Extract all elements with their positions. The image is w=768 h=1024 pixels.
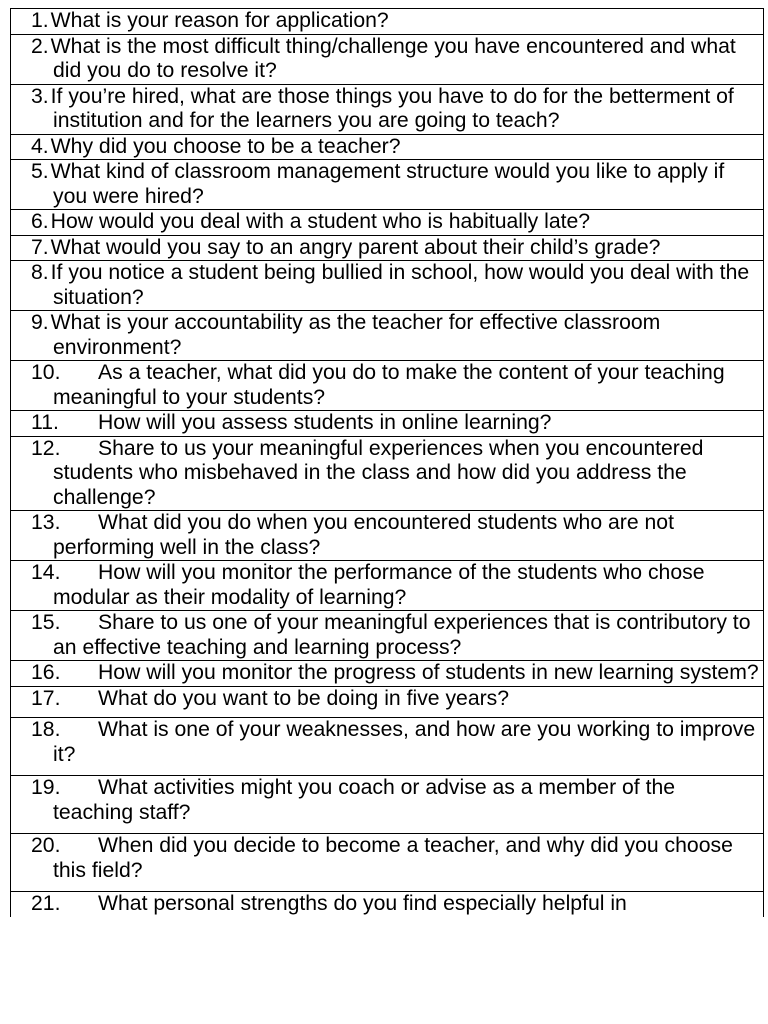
question-text: Share to us your meaningful experiences when you encountered students who misbehaved in the class and how did you address the challenge? [53,436,704,509]
question-cell [11,776,764,834]
question-cell [11,411,764,437]
table-row [11,9,764,35]
question-item [31,85,759,134]
table-row [11,84,764,134]
question-cell [11,311,764,361]
question-text: What is one of your weaknesses, and how are you working to improve it? [53,718,756,766]
table-row [11,661,764,687]
table-row [11,311,764,361]
table-row [11,561,764,611]
table-row [11,834,764,892]
table-row [11,776,764,834]
question-text: How would you deal with a student who is habitually late? [50,210,591,233]
question-number: 18. [31,718,61,741]
table-row [11,160,764,210]
table-row [11,34,764,84]
question-cell [11,34,764,84]
question-item [31,718,759,767]
question-text: What did you do when you encountered students who are not performing well in the class? [53,511,674,559]
question-cell [11,686,764,718]
question-number: 5. [31,160,49,183]
question-item [31,261,759,310]
question-text: As a teacher, what did you do to make the content of your teaching meaningful to your students? [53,361,725,409]
table-row [11,686,764,718]
question-item [31,892,759,917]
question-number: 21. [31,892,61,915]
table-row [11,411,764,437]
question-text: What activities might you coach or advise as a member of the teaching staff? [53,776,676,824]
question-item [31,361,759,410]
question-number: 12. [31,436,61,460]
question-text: What is the most difficult thing/challenge you have encountered and what did you do to resolve it? [50,34,736,82]
question-number: 4. [31,134,49,158]
question-cell [11,892,764,917]
table-row [11,235,764,261]
question-item [31,9,759,34]
question-number: 11. [31,411,59,434]
question-number: 2. [31,34,49,58]
question-number: 1. [31,9,49,32]
question-item [31,437,759,511]
question-cell [11,661,764,687]
question-item [31,311,759,360]
question-text: What kind of classroom management structure would you like to apply if you were hired? [50,160,725,208]
question-cell [11,511,764,561]
question-number: 9. [31,311,49,334]
question-cell [11,84,764,134]
question-item [31,35,759,84]
question-cell [11,834,764,892]
question-cell [11,718,764,776]
question-item [31,236,759,261]
question-item [31,160,759,209]
question-cell [11,261,764,311]
question-item [31,135,759,160]
question-item [31,511,759,560]
question-number: 20. [31,834,61,857]
question-text: If you notice a student being bullied in school, how would you deal with the situation? [50,261,750,309]
question-cell [11,361,764,411]
question-number: 16. [31,661,61,684]
question-number: 15. [31,611,61,634]
question-text: What is your reason for application? [50,9,389,32]
question-item [31,776,759,825]
question-cell [11,235,764,261]
question-text: How will you assess students in online learning? [98,411,552,434]
question-item [31,687,759,712]
table-row [11,511,764,561]
question-text: How will you monitor the progress of students in new learning system? [98,661,759,684]
table-row [11,892,764,917]
question-item [31,561,759,610]
question-number: 6. [31,210,49,233]
question-item [31,210,759,235]
question-number: 7. [31,235,49,259]
questions-table [10,8,764,917]
question-cell [11,9,764,35]
table-row [11,261,764,311]
question-item [31,411,759,436]
question-number: 13. [31,511,61,534]
table-row [11,134,764,160]
question-number: 10. [31,361,61,384]
table-row [11,361,764,411]
question-number: 3. [31,84,49,108]
question-cell [11,561,764,611]
question-item [31,661,759,686]
question-text: Share to us one of your meaningful experiences that is contributory to an effective teaching and learning process? [53,611,751,659]
question-number: 14. [31,561,61,584]
question-cell [11,210,764,236]
table-row [11,718,764,776]
question-text: What is your accountability as the teacher for effective classroom environment? [50,311,661,359]
question-item [31,834,759,883]
table-row [11,210,764,236]
table-row [11,611,764,661]
question-cell [11,160,764,210]
question-text: What would you say to an angry parent about their child’s grade? [50,235,661,259]
question-text: How will you monitor the performance of the students who chose modular as their modality of learning? [53,561,705,609]
question-text: If you’re hired, what are those things you have to do for the betterment of institution and for the learners you are going to teach? [50,84,734,132]
question-cell [11,134,764,160]
question-item [31,611,759,660]
question-text: What personal strengths do you find especially helpful in [98,892,627,915]
question-text: What do you want to be doing in five years? [98,686,510,710]
table-row [11,436,764,511]
question-text: Why did you choose to be a teacher? [50,134,401,158]
question-cell [11,436,764,511]
question-number: 19. [31,776,61,799]
question-cell [11,611,764,661]
question-number: 17. [31,686,61,710]
question-number: 8. [31,261,49,284]
question-text: When did you decide to become a teacher, and why did you choose this field? [53,834,733,882]
